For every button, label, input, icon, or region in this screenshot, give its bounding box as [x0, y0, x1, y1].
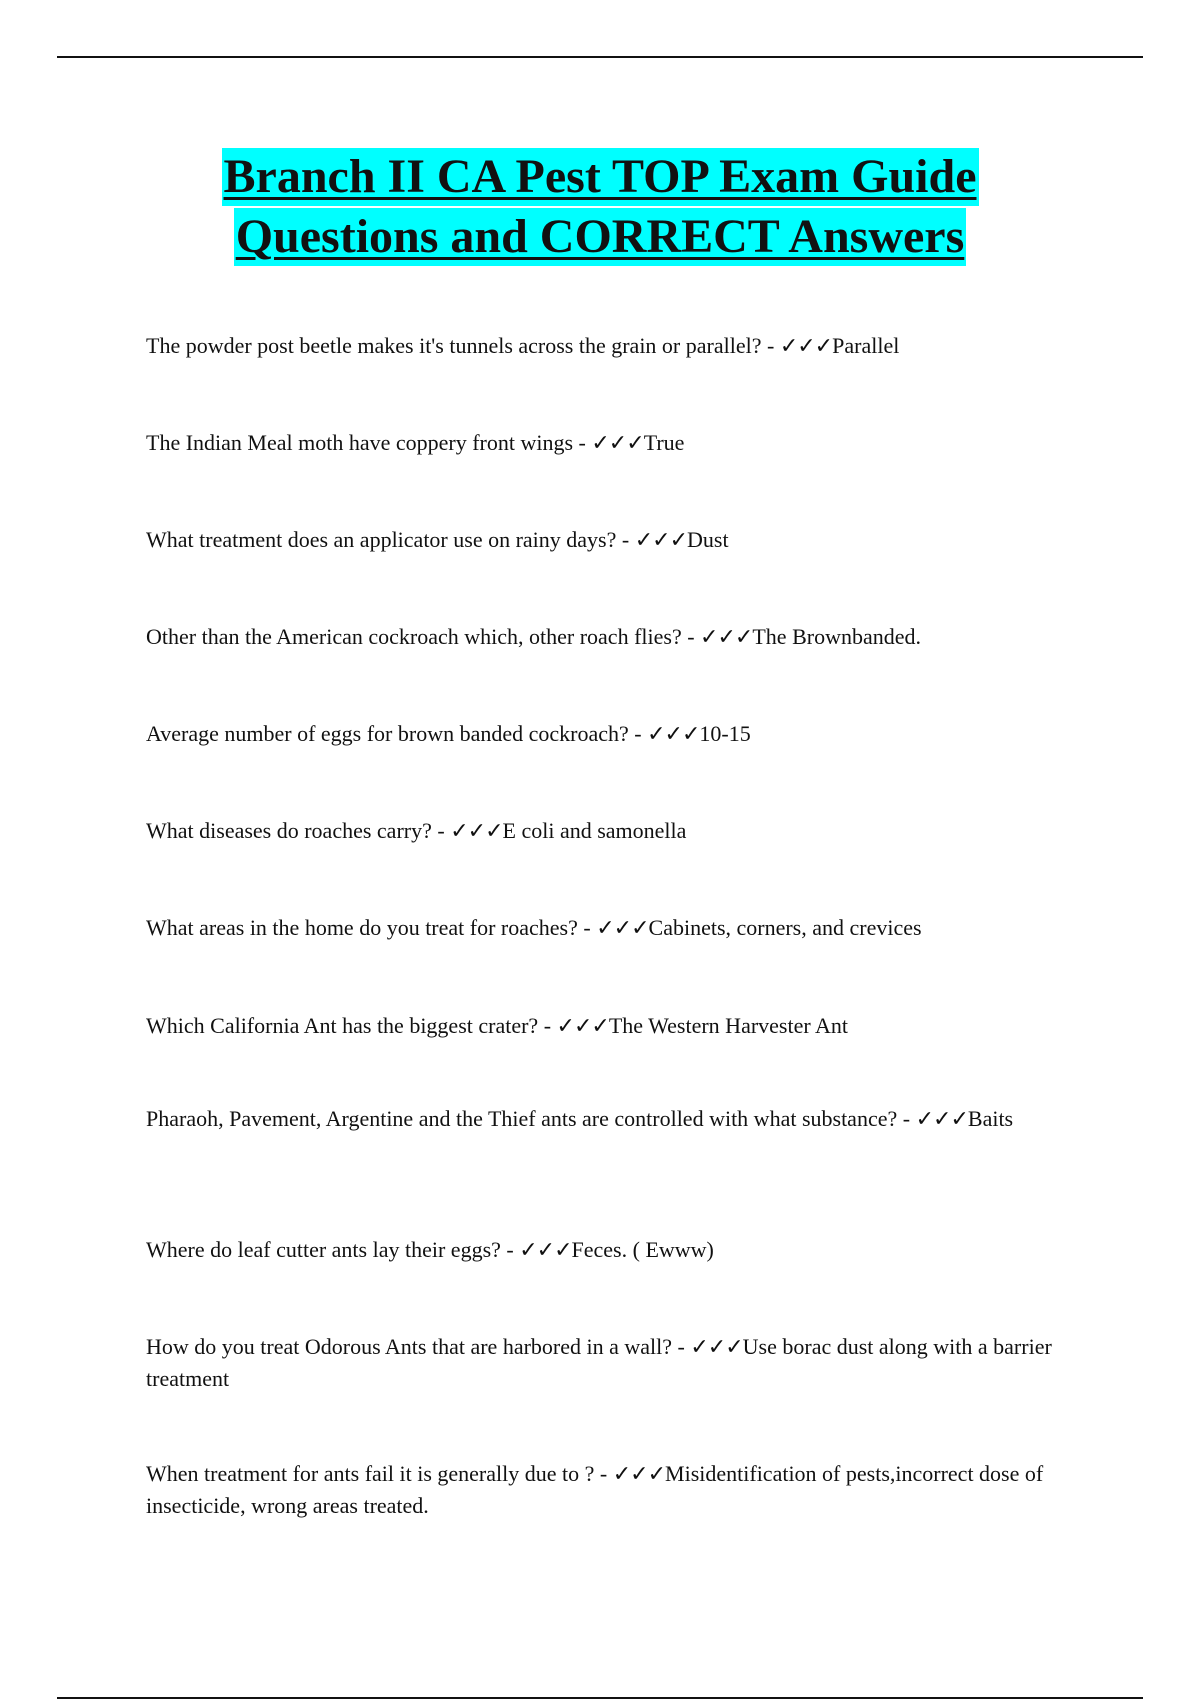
- question-text: The powder post beetle makes it's tunnels across the grain or parallel?: [146, 333, 762, 358]
- qa-item: [146, 1234, 1066, 1266]
- question-text: When treatment for ants fail it is generally due to ?: [146, 1461, 595, 1486]
- answer-text: Misidentification of pests,incorrect dose of insecticide, wrong areas treated.: [146, 1461, 1044, 1518]
- checkmark-icon: ✓✓✓: [450, 819, 503, 844]
- answer-text: Baits: [967, 1106, 1014, 1131]
- separator: -: [431, 818, 451, 843]
- checkmark-icon: ✓✓✓: [915, 1107, 968, 1132]
- checkmark-icon: ✓✓✓: [700, 625, 753, 650]
- answer-text: The Brownbanded.: [752, 624, 921, 649]
- question-text: Where do leaf cutter ants lay their eggs?: [146, 1237, 501, 1262]
- question-text: What diseases do roaches carry?: [146, 818, 432, 843]
- qa-item: [146, 427, 1066, 459]
- question-text: The Indian Meal moth have coppery front wings: [146, 430, 574, 455]
- checkmark-icon: ✓✓✓: [519, 1238, 572, 1263]
- qa-item: [146, 330, 1066, 362]
- separator: -: [594, 1461, 613, 1486]
- title-line-2: Questions and CORRECT Answers: [234, 208, 967, 266]
- separator: -: [897, 1106, 916, 1131]
- checkmark-icon: ✓✓✓: [591, 431, 644, 456]
- separator: -: [616, 527, 635, 552]
- checkmark-icon: ✓✓✓: [596, 916, 649, 941]
- answer-text: True: [643, 430, 685, 455]
- separator: -: [500, 1237, 520, 1262]
- qa-item: [146, 621, 1066, 653]
- separator: -: [577, 915, 597, 940]
- checkmark-icon: ✓✓✓: [612, 1462, 666, 1487]
- question-text: Average number of eggs for brown banded cockroach?: [146, 721, 629, 746]
- checkmark-icon: ✓✓✓: [690, 1335, 743, 1360]
- qa-item: [146, 524, 1066, 556]
- separator: -: [538, 1013, 557, 1038]
- qa-item: [146, 1103, 1066, 1135]
- answer-text: Parallel: [832, 333, 900, 358]
- qa-item: [146, 718, 1066, 750]
- answer-text: 10-15: [699, 721, 751, 746]
- checkmark-icon: ✓✓✓: [634, 528, 688, 553]
- bottom-rule: [57, 1697, 1143, 1699]
- question-text: How do you treat Odorous Ants that are harbored in a wall?: [146, 1334, 673, 1359]
- answer-text: E coli and samonella: [502, 818, 687, 843]
- title-line-1: Branch II CA Pest TOP Exam Guide: [222, 148, 979, 206]
- qa-item: [146, 912, 1066, 944]
- answer-text: Feces. ( Ewww): [571, 1237, 714, 1262]
- qa-item: [146, 1010, 1066, 1042]
- answer-text: Cabinets, corners, and crevices: [648, 915, 922, 940]
- question-text: Which California Ant has the biggest crater?: [146, 1013, 539, 1038]
- question-text: Pharaoh, Pavement, Argentine and the Thief ants are controlled with what substance?: [146, 1106, 898, 1131]
- separator: -: [761, 333, 780, 358]
- answer-text: The Western Harvester Ant: [608, 1013, 848, 1038]
- answer-text: Use borac dust along with a barrier treatment: [146, 1334, 1052, 1391]
- question-text: What treatment does an applicator use on rainy days?: [146, 527, 617, 552]
- answer-text: Dust: [687, 527, 729, 552]
- qa-item: [146, 1331, 1066, 1394]
- qa-item: [146, 815, 1066, 847]
- separator: -: [628, 721, 648, 746]
- qa-item: [146, 1458, 1066, 1521]
- separator: -: [573, 430, 592, 455]
- checkmark-icon: ✓✓✓: [647, 722, 700, 747]
- checkmark-icon: ✓✓✓: [556, 1014, 609, 1039]
- question-text: What areas in the home do you treat for roaches?: [146, 915, 578, 940]
- separator: -: [672, 1334, 691, 1359]
- question-text: Other than the American cockroach which, other roach flies?: [146, 624, 682, 649]
- separator: -: [681, 624, 701, 649]
- checkmark-icon: ✓✓✓: [779, 334, 833, 359]
